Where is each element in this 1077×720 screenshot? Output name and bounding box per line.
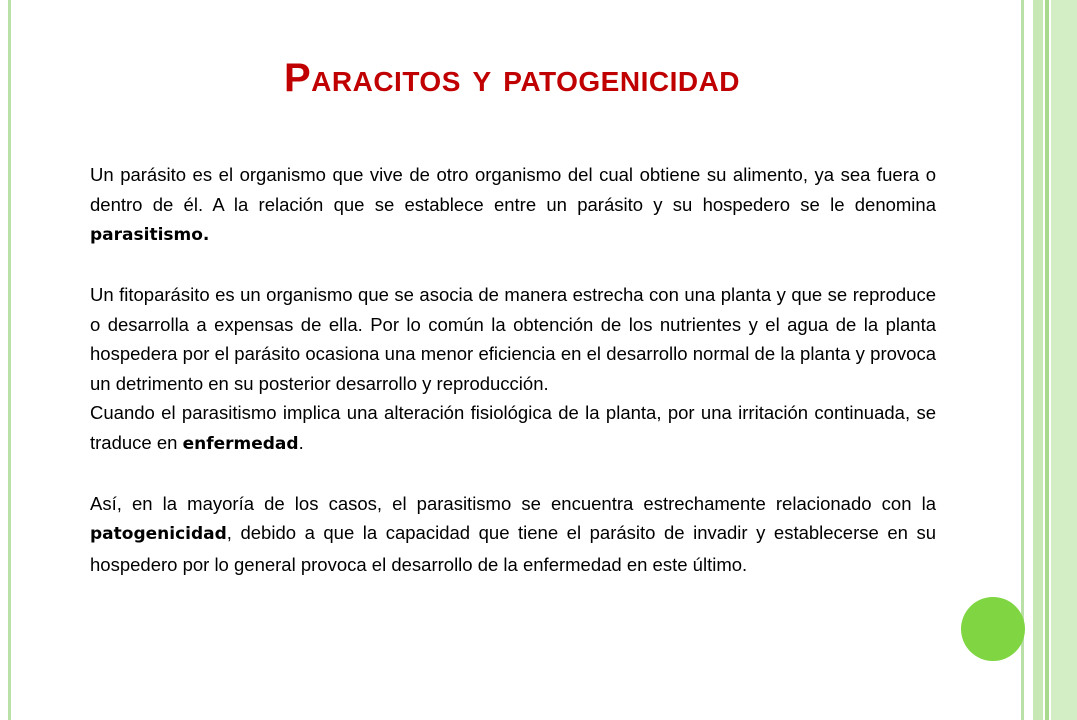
keyword-enfermedad: enfermedad xyxy=(182,433,299,454)
paragraph-enfermedad xyxy=(90,398,936,459)
paragraph-parasite-definition xyxy=(90,160,936,251)
slide-title: Paracitos y patogenicidad xyxy=(283,56,741,100)
paragraph-patogenicidad xyxy=(90,489,936,580)
stripe xyxy=(1033,0,1043,720)
decorative-side-stripes xyxy=(1033,0,1077,720)
slide-body xyxy=(90,160,936,579)
decorative-green-circle xyxy=(961,597,1025,661)
paragraph-text: Cuando el parasitismo implica una alteración fisiológica de la planta, por una irritación continuada, se traduce en xyxy=(90,402,936,453)
paragraph-text: Así, en la mayoría de los casos, el parasitismo se encuentra estrechamente relacionado con la xyxy=(90,492,936,514)
paragraph-text: Un fitoparásito es un organismo que se asocia de manera estrecha con una planta y que se reproduce o desarrolla a expensas de ella. Por lo común la obtención de los nutrientes y el agua de la planta hospedera por el parásito ocasiona una menor eficiencia en el desarrollo normal de la planta y provoca un detrimento en su posterior desarrollo y reproducción. xyxy=(90,284,936,394)
stripe xyxy=(1051,0,1077,720)
paragraph-text: Un parásito es el organismo que vive de otro organismo del cual obtiene su alimento, ya sea fuera o dentro de él. A la relación que se establece entre un parásito y su hospedero se le denomina xyxy=(90,164,936,215)
keyword-patogenicidad: patogenicidad xyxy=(90,524,227,544)
stripe xyxy=(1045,0,1049,720)
paragraph-text: . xyxy=(298,431,304,453)
keyword-parasitismo: parasitismo. xyxy=(90,225,210,245)
paragraph-spacer xyxy=(90,251,936,281)
paragraph-spacer xyxy=(90,459,936,489)
paragraph-fitoparasito xyxy=(90,280,936,398)
paragraph-text: , debido a que la capacidad que tiene el parásito de invadir y establecerse en su hospedero por lo general provoca el desarrollo de la enfermedad en este último. xyxy=(90,522,936,575)
